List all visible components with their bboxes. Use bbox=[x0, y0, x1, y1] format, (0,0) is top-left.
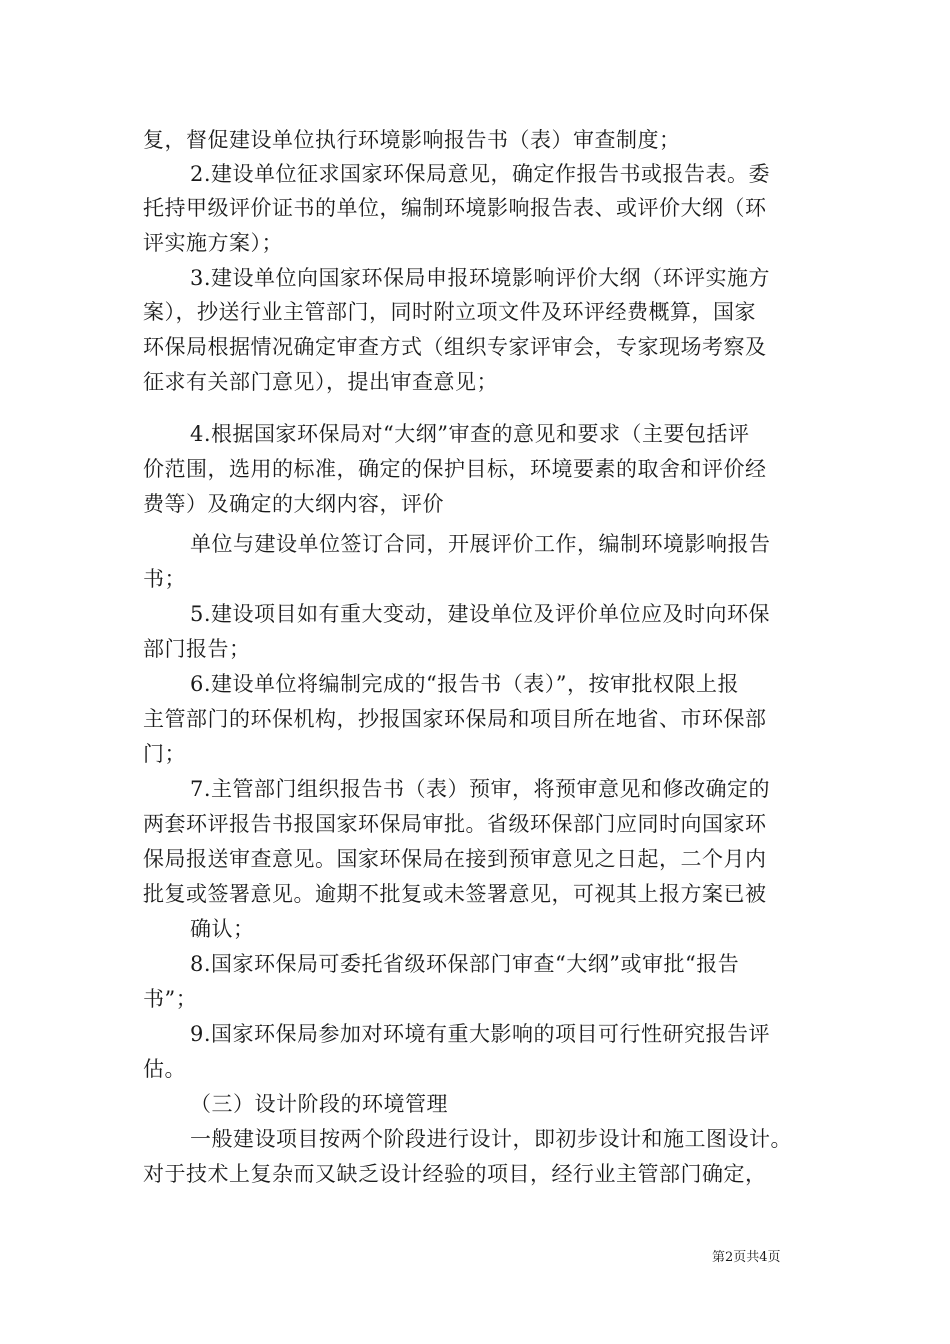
paragraph-line: 2.建设单位征求国家环保局意见，确定作报告书或报告表。委 bbox=[190, 162, 771, 186]
paragraph-line: 书”； bbox=[143, 987, 198, 1011]
paragraph-line: 9.国家环保局参加对环境有重大影响的项目可行性研究报告评 bbox=[190, 1022, 771, 1046]
paragraph-line: 两套环评报告书报国家环保局审批。省级环保部门应同时向国家环 bbox=[143, 812, 767, 836]
paragraph-line: 4.根据国家环保局对“大纲”审查的意见和要求（主要包括评 bbox=[190, 422, 750, 446]
paragraph-line: 托持甲级评价证书的单位，编制环境影响报告表、或评价大纲（环 bbox=[143, 196, 767, 220]
paragraph-line: 复，督促建设单位执行环境影响报告书（表）审查制度； bbox=[143, 128, 681, 152]
paragraph-line: 费等）及确定的大纲内容，评价 bbox=[143, 492, 444, 516]
paragraph-line: 环保局根据情况确定审查方式（组织专家评审会，专家现场考察及 bbox=[143, 335, 767, 359]
paragraph-line: 部门报告； bbox=[143, 637, 251, 661]
paragraph-line: 确认； bbox=[190, 917, 255, 941]
paragraph-line: 保局报送审查意见。国家环保局在接到预审意见之日起，二个月内 bbox=[143, 847, 767, 871]
paragraph-line: 书； bbox=[143, 567, 186, 591]
page-number-footer: 第2页共4页 bbox=[712, 1250, 781, 1265]
paragraph-line: 主管部门的环保机构，抄报国家环保局和项目所在地省、市环保部 bbox=[143, 707, 767, 731]
paragraph-line: （三）设计阶段的环境管理 bbox=[190, 1092, 448, 1116]
paragraph-line: 8.国家环保局可委托省级环保部门审查“大纲”或审批“报告 bbox=[190, 952, 740, 976]
paragraph-line: 7.主管部门组织报告书（表）预审，将预审意见和修改确定的 bbox=[190, 777, 771, 801]
paragraph-line: 征求有关部门意见），提出审查意见； bbox=[143, 370, 498, 394]
paragraph-line: 对于技术上复杂而又缺乏设计经验的项目，经行业主管部门确定， bbox=[143, 1162, 767, 1186]
paragraph-line: 3.建设单位向国家环保局申报环境影响评价大纲（环评实施方 bbox=[190, 266, 771, 290]
paragraph-line: 案），抄送行业主管部门，同时附立项文件及环评经费概算，国家 bbox=[143, 300, 756, 324]
paragraph-line: 价范围，选用的标准，确定的保护目标，环境要素的取舍和评价经 bbox=[143, 457, 767, 481]
paragraph-line: 一般建设项目按两个阶段进行设计，即初步设计和施工图设计。 bbox=[190, 1127, 792, 1151]
paragraph-line: 批复或签署意见。逾期不批复或未签署意见，可视其上报方案已被 bbox=[143, 882, 767, 906]
paragraph-line: 单位与建设单位签订合同，开展评价工作，编制环境影响报告 bbox=[190, 532, 771, 556]
paragraph-line: 5.建设项目如有重大变动，建设单位及评价单位应及时向环保 bbox=[190, 602, 771, 626]
paragraph-line: 评实施方案）； bbox=[143, 231, 283, 255]
paragraph-line: 6.建设单位将编制完成的“报告书（表）”，按审批权限上报 bbox=[190, 672, 740, 696]
paragraph-line: 门； bbox=[143, 742, 186, 766]
paragraph-line: 估。 bbox=[143, 1057, 186, 1081]
